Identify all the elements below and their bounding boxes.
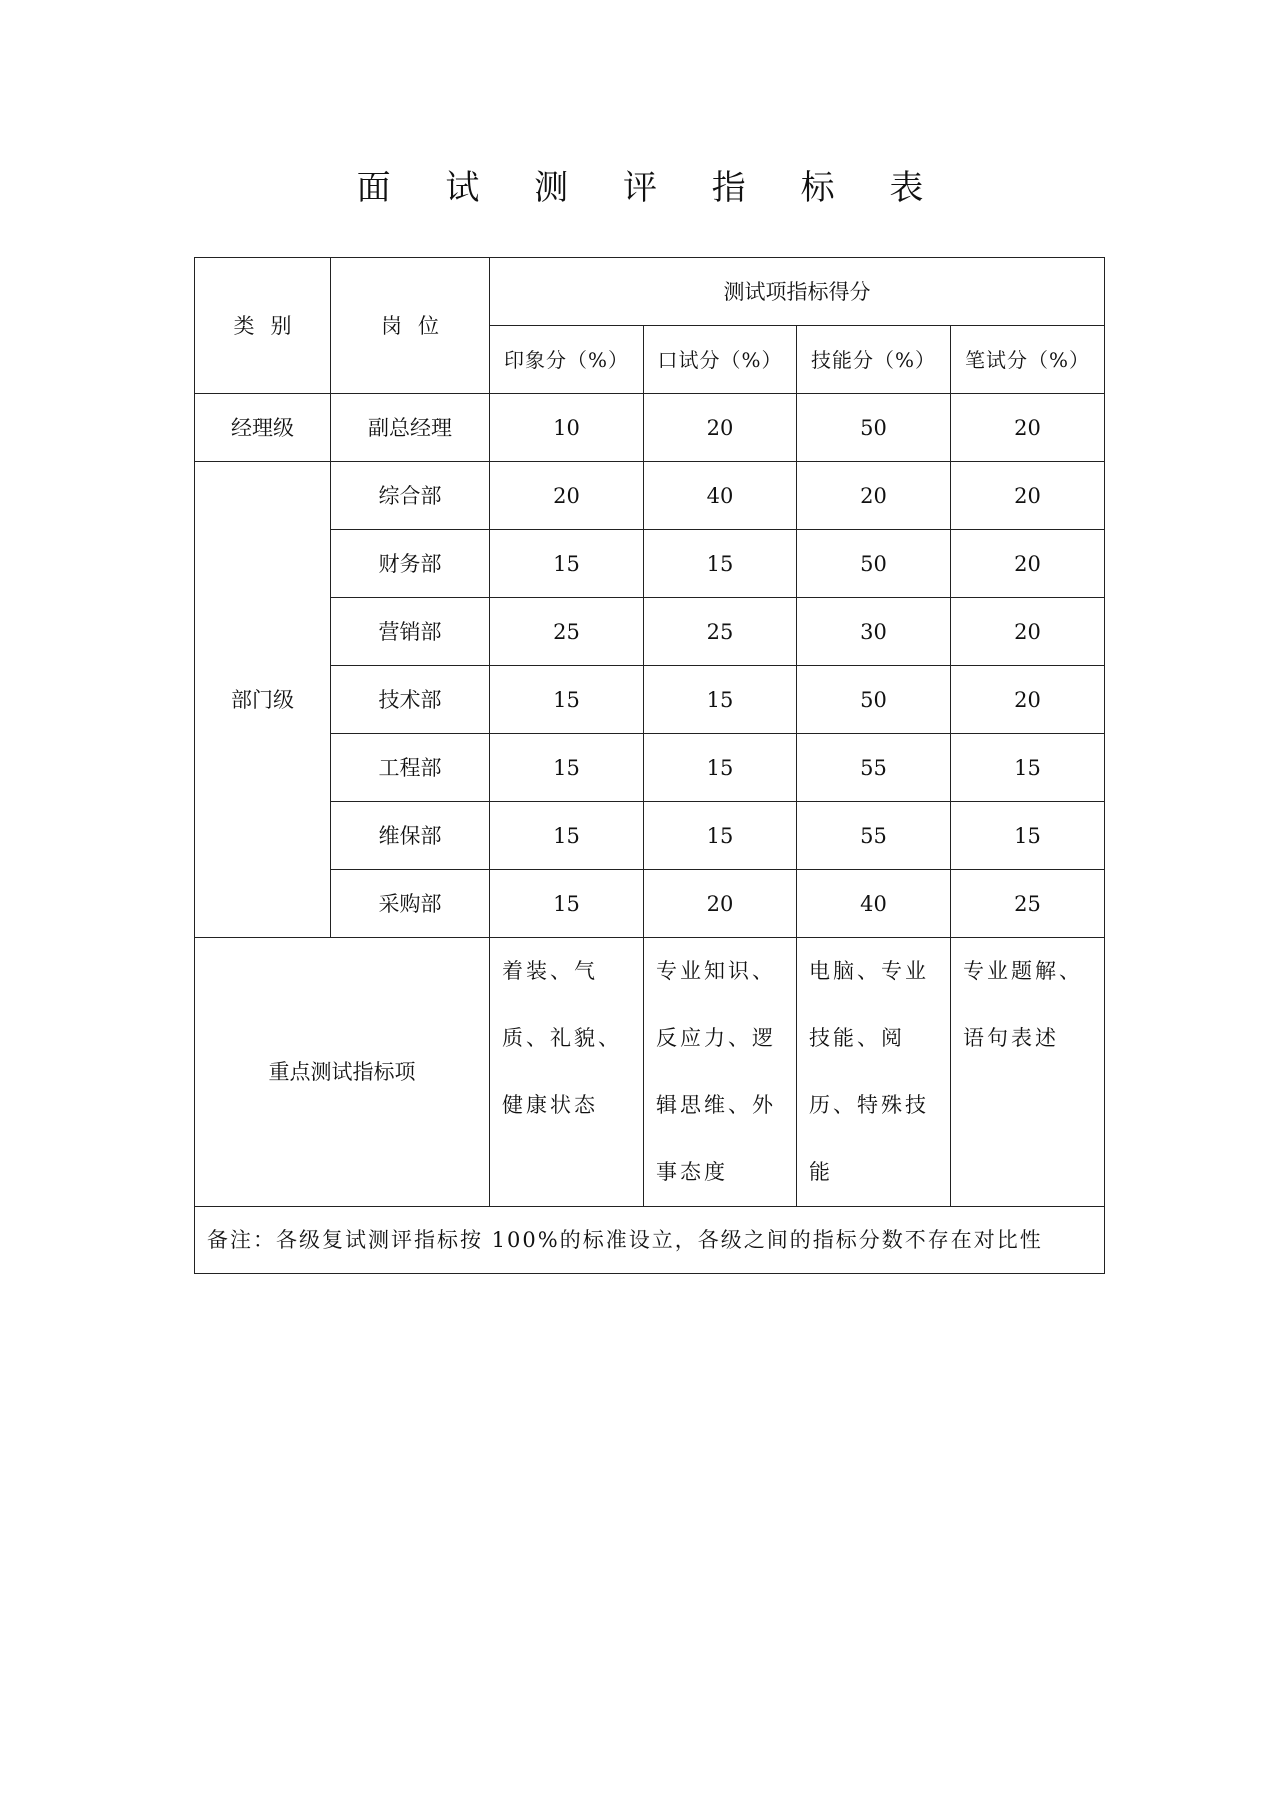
note-row xyxy=(195,1207,1105,1274)
score-cell: 40 xyxy=(797,870,951,938)
header-col-oral: 口试分（%） xyxy=(644,326,797,394)
score-cell: 15 xyxy=(490,530,644,598)
score-cell: 20 xyxy=(490,462,644,530)
table-row xyxy=(195,530,1105,598)
score-cell: 20 xyxy=(644,394,797,462)
focus-written: 专业题解、语句表述 xyxy=(951,938,1105,1207)
score-cell: 15 xyxy=(490,870,644,938)
focus-label: 重点测试指标项 xyxy=(195,938,490,1207)
table-row xyxy=(195,666,1105,734)
table-row xyxy=(195,462,1105,530)
header-group: 测试项指标得分 xyxy=(490,258,1105,326)
score-cell: 15 xyxy=(490,802,644,870)
position-cell: 营销部 xyxy=(331,598,490,666)
document-title: 面 试 测 评 指 标 表 xyxy=(356,168,946,208)
score-cell: 55 xyxy=(797,802,951,870)
focus-impression: 着装、气质、礼貌、健康状态 xyxy=(490,938,644,1207)
focus-oral: 专业知识、反应力、逻辑思维、外事态度 xyxy=(644,938,797,1207)
score-cell: 15 xyxy=(644,802,797,870)
position-cell: 维保部 xyxy=(331,802,490,870)
header-col-written: 笔试分（%） xyxy=(951,326,1105,394)
score-cell: 20 xyxy=(951,598,1105,666)
header-category: 类别 xyxy=(195,258,331,394)
score-cell: 25 xyxy=(490,598,644,666)
table-row xyxy=(195,598,1105,666)
score-cell: 15 xyxy=(490,666,644,734)
header-position: 岗位 xyxy=(331,258,490,394)
score-cell: 50 xyxy=(797,666,951,734)
table-row xyxy=(195,870,1105,938)
focus-row xyxy=(195,938,1105,1207)
score-cell: 15 xyxy=(644,734,797,802)
score-cell: 20 xyxy=(797,462,951,530)
score-cell: 50 xyxy=(797,394,951,462)
focus-skill: 电脑、专业技能、阅历、特殊技能 xyxy=(797,938,951,1207)
score-cell: 25 xyxy=(644,598,797,666)
position-cell: 综合部 xyxy=(331,462,490,530)
note-text: 备注：各级复试测评指标按 100%的标准设立，各级之间的指标分数不存在对比性 xyxy=(195,1207,1105,1274)
header-col-skill: 技能分（%） xyxy=(797,326,951,394)
score-cell: 20 xyxy=(951,394,1105,462)
score-cell: 15 xyxy=(951,802,1105,870)
score-table xyxy=(194,257,1105,1274)
score-cell: 20 xyxy=(951,462,1105,530)
header-row-1 xyxy=(195,258,1105,326)
score-cell: 40 xyxy=(644,462,797,530)
table-row xyxy=(195,734,1105,802)
position-cell: 技术部 xyxy=(331,666,490,734)
score-cell: 10 xyxy=(490,394,644,462)
score-cell: 15 xyxy=(490,734,644,802)
position-cell: 工程部 xyxy=(331,734,490,802)
category-cell: 经理级 xyxy=(195,394,331,462)
score-cell: 25 xyxy=(951,870,1105,938)
position-cell: 采购部 xyxy=(331,870,490,938)
score-cell: 15 xyxy=(644,666,797,734)
score-cell: 20 xyxy=(644,870,797,938)
score-cell: 15 xyxy=(951,734,1105,802)
score-cell: 30 xyxy=(797,598,951,666)
position-cell: 副总经理 xyxy=(331,394,490,462)
table-row xyxy=(195,394,1105,462)
score-cell: 50 xyxy=(797,530,951,598)
score-cell: 15 xyxy=(644,530,797,598)
score-cell: 20 xyxy=(951,530,1105,598)
header-col-impression: 印象分（%） xyxy=(490,326,644,394)
score-cell: 55 xyxy=(797,734,951,802)
score-cell: 20 xyxy=(951,666,1105,734)
table-row xyxy=(195,802,1105,870)
position-cell: 财务部 xyxy=(331,530,490,598)
category-cell: 部门级 xyxy=(195,462,331,938)
